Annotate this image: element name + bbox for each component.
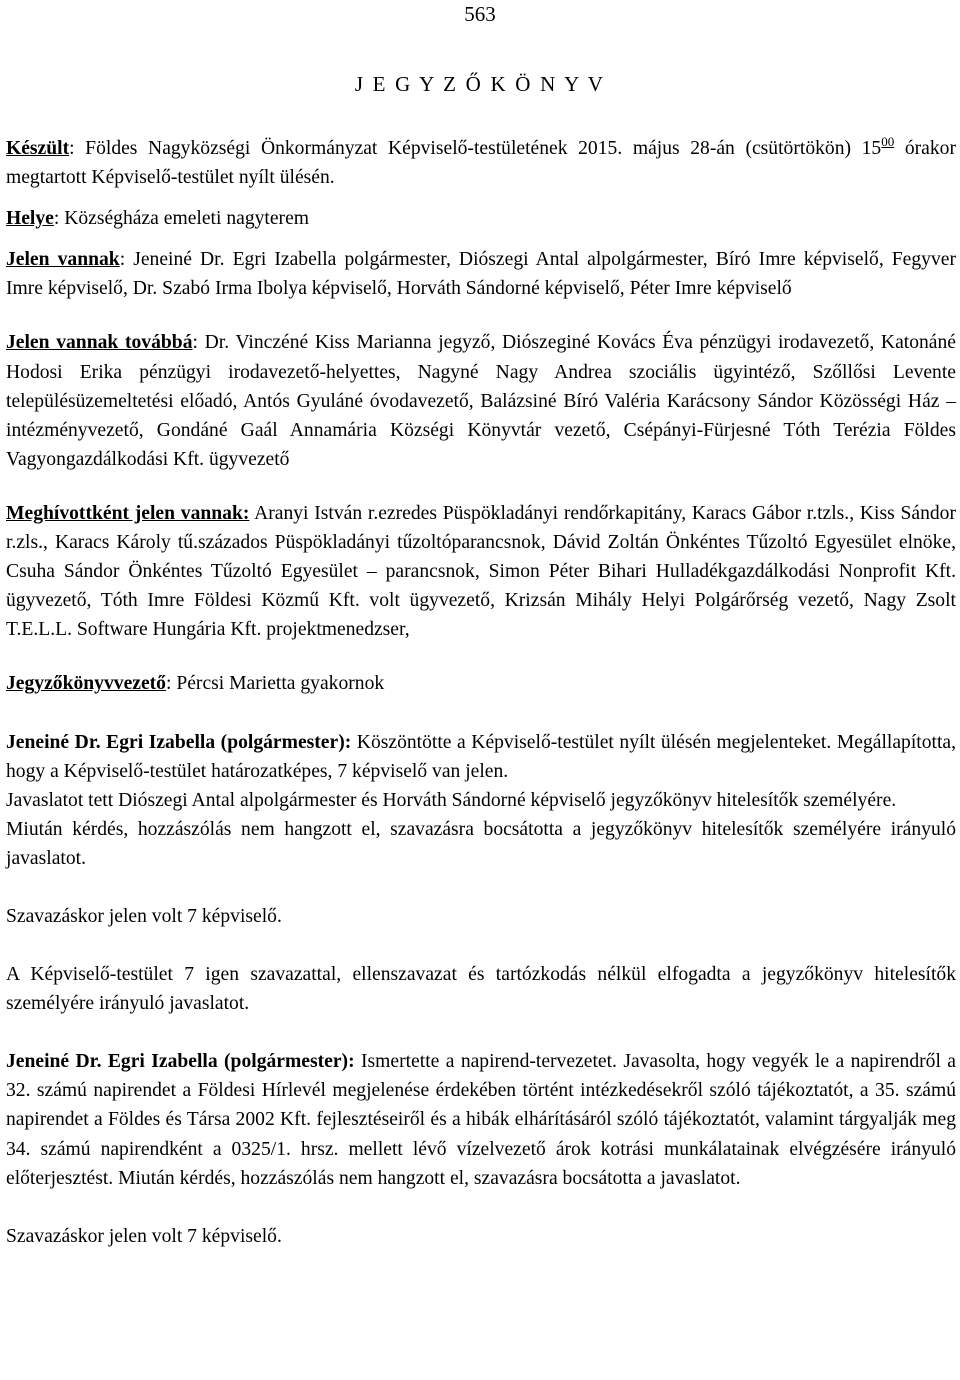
keszult-text: : Földes Nagyközségi Önkormányzat Képviselő-testületének 2015. május 28-án (csütörtökön) 15 xyxy=(69,138,882,159)
meghivottkent-paragraph xyxy=(6,499,956,644)
section2-paragraph xyxy=(6,1047,956,1192)
jelen-vannak-tovabba-paragraph xyxy=(6,328,956,473)
helye-label: Helye xyxy=(6,208,54,230)
page-number: 563 xyxy=(464,2,496,26)
section1-text: Köszöntötte a Képviselő-testület nyílt ülésén megjelenteket. Megállapította, hogy a Képviselő-testület határozatképes, 7 képviselő van jelen. xyxy=(6,731,956,782)
section1-result: A Képviselő-testület 7 igen szavazattal, ellenszavazat és tartózkodás nélkül elfogadta a jegyzőkönyv hitelesítők személyére irányuló javaslatot. xyxy=(6,964,956,1015)
jegyzokonyvvezeto-text: : Pércsi Marietta gyakornok xyxy=(165,673,385,695)
section1-vote-call: Miután kérdés, hozzászólás nem hangzott el, szavazásra bocsátotta a jegyzőkönyv hitelesítők személyére irányuló javaslatot. xyxy=(6,818,956,869)
section2-present: Szavazáskor jelen volt 7 képviselő. xyxy=(6,1225,282,1247)
jelen-vannak-tovabba-text: : Dr. Vinczéné Kiss Marianna jegyző, Diószeginé Kovács Éva pénzügyi irodavezető, Katonáné Hodosi Erika pénzügyi irodavezető-helyettes, Nagyné Nagy Andrea szociális ügyintéző, Szőllősi Levente településüzemeltetési előadó, Antós Gyuláné óvodavezető, Balázsiné Bíró Valéria Karácsony Sándor Közösségi Ház – intézményvezető, Gondáné Gaál Annamária Községi Könyvtár vezető, Csépányi-Fürjesné Tóth Terézia Földes Vagyongazdálkodási Kft. ügyvezető xyxy=(6,332,957,470)
jelen-vannak-label: Jelen vannak xyxy=(6,249,120,271)
section2-text: Ismertette a napirend-tervezetet. Javasolta, hogy vegyék le a napirendről a 32. számú napirendet a Földesi Hírlevél megjelenése érdekében történt intézkedésekről szóló tájékoztatót, a 35. számú napirendet a Földes és Társa 2002 Kft. fejlesztéseiről és a hibák elhárításáról szóló tájékoztatót, valamint tárgyalják meg 34. számú napirendként a 0325/1. hrsz. mellett lévő vízelvezető árok kotrási munkálatainak elvégzésére irányuló előterjesztést. Miután kérdés, hozzászólás nem hangzott el, szavazásra bocsátotta a javaslatot. xyxy=(6,1051,956,1189)
section1-proposal: Javaslatot tett Diószegi Antal alpolgármester és Horváth Sándorné képviselő jegyzőkönyv hitelesítők személyére. xyxy=(6,789,897,811)
keszult-paragraph xyxy=(6,134,956,192)
jelen-vannak-text: : Jeneiné Dr. Egri Izabella polgármester, Diószegi Antal alpolgármester, Bíró Imre képviselő, Fegyver Imre képviselő, Dr. Szabó Irma Ibolya képviselő, Horváth Sándorné képviselő, Péter Imre képviselő xyxy=(6,249,956,300)
section1-present: Szavazáskor jelen volt 7 képviselő. xyxy=(6,905,282,927)
helye-paragraph xyxy=(6,204,956,233)
keszult-text-end: órakor megtartott Képviselő-testület nyílt ülésén. xyxy=(6,138,956,189)
jegyzokonyvvezeto-paragraph xyxy=(6,669,956,698)
jelen-vannak-paragraph xyxy=(6,245,956,303)
keszult-time-minutes: 00 xyxy=(881,134,895,149)
meghivottkent-label: Meghívottként jelen vannak: xyxy=(6,502,250,524)
keszult-label: Készült xyxy=(6,138,70,159)
document-title: J E G Y Z Ő K Ö N Y V xyxy=(354,72,606,96)
meghivottkent-text: Aranyi István r.ezredes Püspökladányi rendőrkapitány, Karacs Gábor r.tzls., Kiss Sándor r.zls., Karacs Károly tű.százados Püspökladányi tűzoltóparancsnok, Dávid Zoltán Önkéntes Tűzoltó Egyesület elnöke, Csuha Sándor Önkéntes Tűzoltó Egyesület – parancsnok, Simon Péter Bihari Hulladékgazdálkodási Nonprofit Kft. ügyvezető, Tóth Imre Földesi Közmű Kft. volt ügyvezető, Krizsán Mihály Helyi Polgárőrség vezető, Nagy Zsolt T.E.L.L. Software Hungária Kft. projektmenedzser, xyxy=(6,502,956,641)
section1-speaker: Jeneiné Dr. Egri Izabella (polgármester): xyxy=(6,731,352,753)
document-body xyxy=(6,134,956,1251)
section2-speaker: Jeneiné Dr. Egri Izabella (polgármester): xyxy=(6,1051,355,1073)
helye-text: : Községháza emeleti nagyterem xyxy=(53,208,310,230)
jelen-vannak-tovabba-label: Jelen vannak továbbá xyxy=(6,332,193,354)
jegyzokonyvvezeto-label: Jegyzőkönyvvezető xyxy=(6,673,166,695)
section1-paragraph xyxy=(6,728,956,786)
